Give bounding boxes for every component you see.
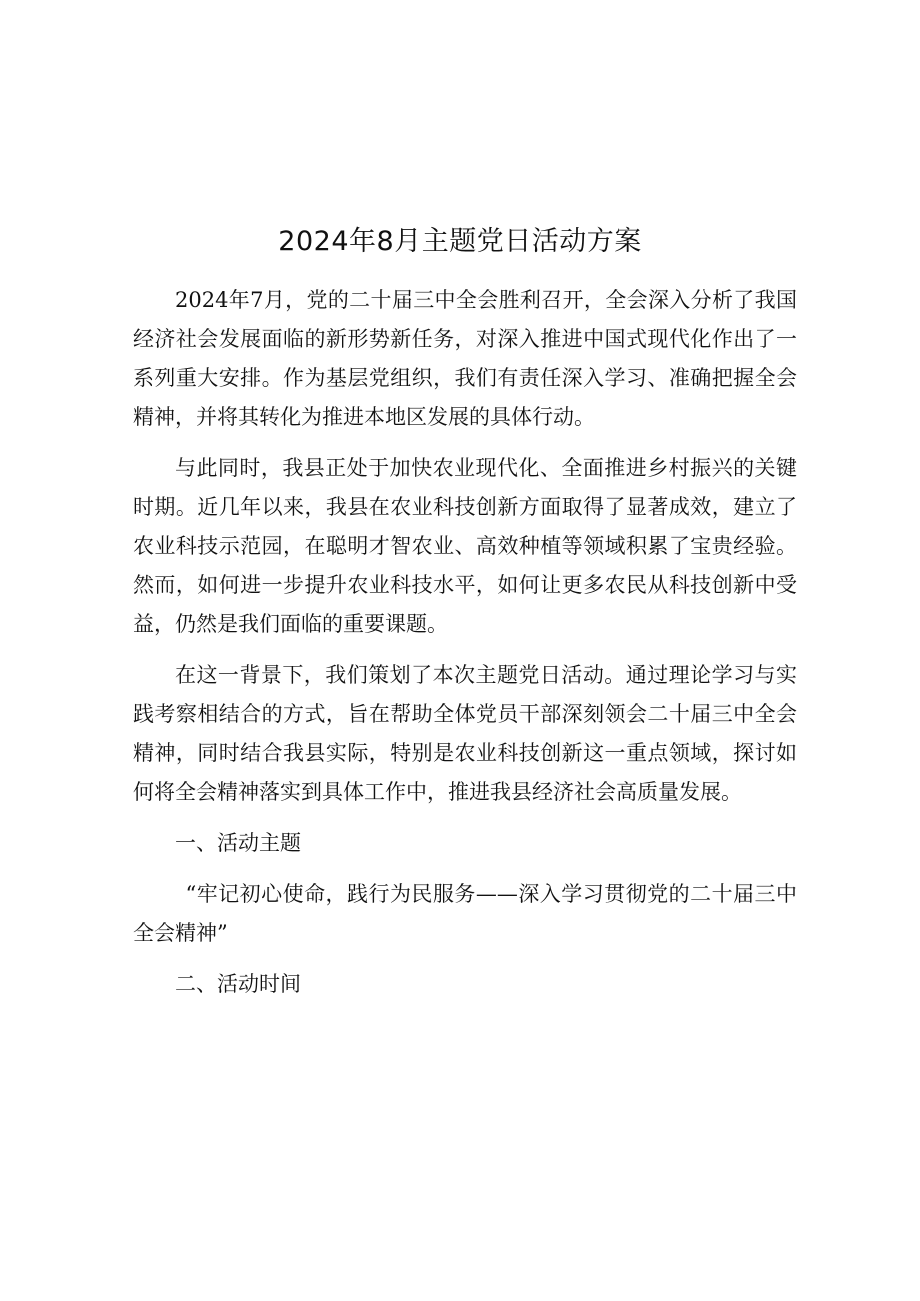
paragraph-purpose: 在这一背景下，我们策划了本次主题党日活动。通过理论学习与实践考察相结合的方式，旨在帮助全体党员干部深刻领会二十届三中全会精神，同时结合我县实际，特别是农业科技创新这一重点领域，探讨如何将全会精神落实到具体工作中，推进我县经济社会高质量发展。	[133, 663, 797, 804]
document-title: 2024年8月主题党日活动方案	[278, 226, 642, 257]
document-body	[133, 281, 797, 1016]
activity-theme-text: “牢记初心使命，践行为民服务——深入学习贯彻党的二十届三中全会精神”	[133, 882, 797, 945]
section-heading-theme: 一、活动主题	[175, 831, 301, 855]
paragraph-background: 与此同时，我县正处于加快农业现代化、全面推进乡村振兴的关键时期。近几年以来，我县在农业科技创新方面取得了显著成效，建立了农业科技示范园，在聪明才智农业、高效种植等领域积累了宝贵经验。然而，如何进一步提升农业科技水平，如何让更多农民从科技创新中受益，仍然是我们面临的重要课题。	[133, 456, 797, 636]
paragraph-intro: 2024年7月，党的二十届三中全会胜利召开，全会深入分析了我国经济社会发展面临的新形势新任务，对深入推进中国式现代化作出了一系列重大安排。作为基层党组织，我们有责任深入学习、准确把握全会精神，并将其转化为推进本地区发展的具体行动。	[133, 288, 797, 429]
section-heading-time: 二、活动时间	[175, 972, 301, 996]
